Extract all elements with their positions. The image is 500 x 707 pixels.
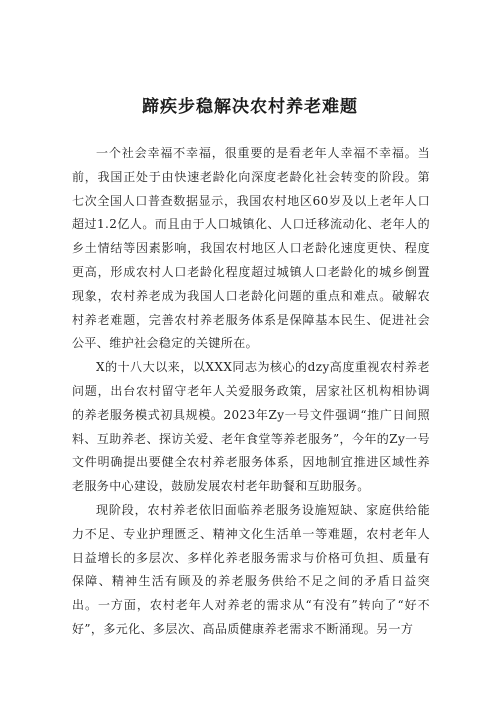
document-title: 蹄疾步稳解决农村养老难题 bbox=[142, 97, 358, 117]
paragraph-2: X的十八大以来，以XXX同志为核心的dzy高度重视农村养老问题，出台农村留守老年人关爱服务政策，居家社区机构相协调的养老服务模式初具规模。2023年Zy一号文件强调“推广日间照料、互助养老、探访关爱、老年食堂等养老服务”，今年的Zy一号文件明确提出要健全农村养老服务体系，因地制宜推进区域性养老服务中心建设，鼓励发展农村老年助餐和互助服务。 bbox=[72, 360, 430, 494]
document-body bbox=[72, 142, 430, 642]
paragraph-3: 现阶段，农村养老依旧面临养老服务设施短缺、家庭供给能力不足、专业护理匮乏、精神文化生活单一等难题，农村老年人日益增长的多层次、多样化养老服务需求与价格可负担、质量有保障、精神生活有顾及的养老服务供给不足之间的矛盾日益突出。一方面，农村老年人对养老的需求从“有没有”转向了“好不好”，多元化、多层次、高品质健康养老需求不断涌现。另一方 bbox=[72, 502, 430, 636]
paragraph-1: 一个社会幸福不幸福，很重要的是看老年人幸福不幸福。当前，我国正处于由快速老龄化向深度老龄化社会转变的阶段。第七次全国人口普查数据显示，我国农村地区60岁及以上老年人口超过1.2亿人。而且由于人口城镇化、人口迁移流动化、老年人的乡土情结等因素影响，我国农村地区人口老龄化速度更快、程度更高，形成农村人口老龄化程度超过城镇人口老龄化的城乡倒置现象，农村养老成为我国人口老龄化问题的重点和难点。破解农村养老难题，完善农村养老服务体系是保障基本民生、促进社会公平、维护社会稳定的关键所在。 bbox=[72, 146, 430, 351]
